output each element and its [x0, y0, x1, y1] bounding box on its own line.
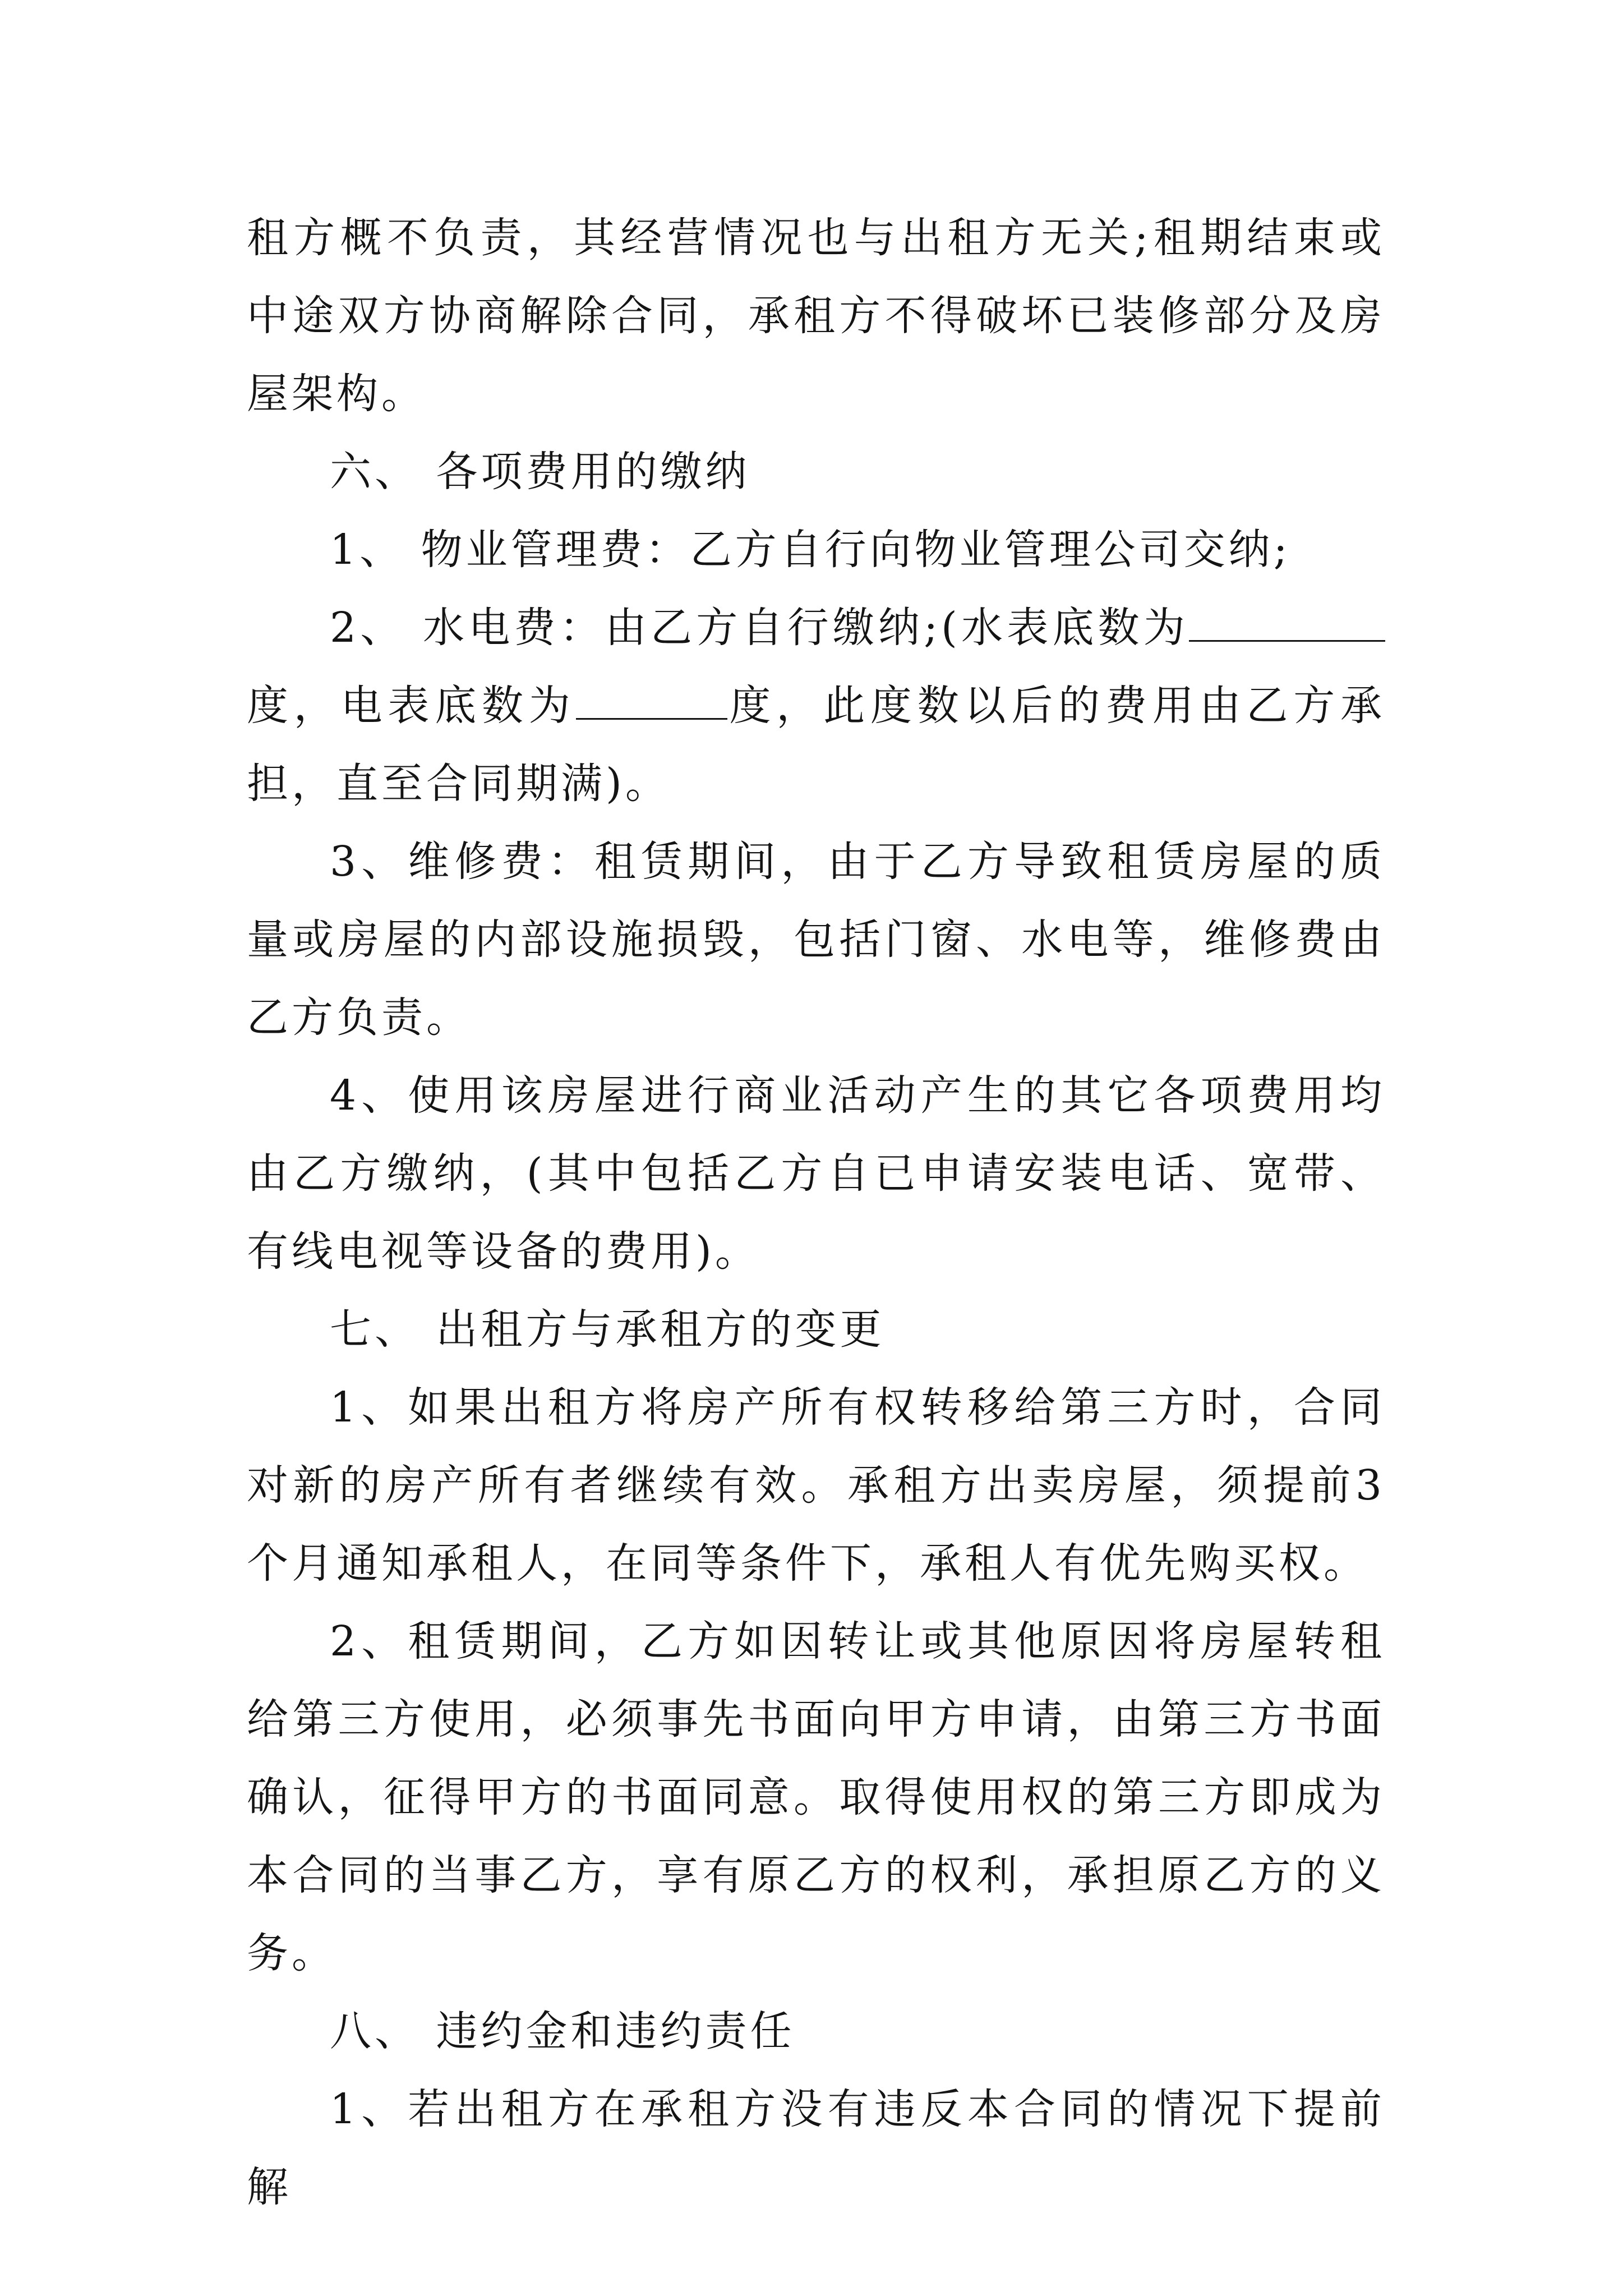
- paragraph-continuation: [247, 199, 1385, 433]
- clause-ownership-transfer: [247, 1369, 1385, 1603]
- heading-text: 六、 各项费用的缴纳: [330, 448, 750, 496]
- section-heading-changes: [247, 1291, 1385, 1369]
- clause-text: 1、 物业管理费：乙方自行向物业管理公司交纳;: [330, 526, 1291, 574]
- section-heading-breach: [247, 1993, 1385, 2070]
- clause-property-fee: [247, 511, 1385, 589]
- clause-utility-fee: [247, 589, 1385, 823]
- clause-text: 3、维修费：租赁期间，由于乙方导致租赁房屋的质量或房屋的内部设施损毁，包括门窗、水电等，维修费由乙方负责。: [247, 838, 1385, 1042]
- document-body: [247, 199, 1385, 2226]
- clause-text: 2、 水电费：由乙方自行缴纳;(水表底数为: [330, 604, 1189, 652]
- heading-text: 七、 出租方与承租方的变更: [330, 1305, 885, 1354]
- clause-text: 1、若出租方在承租方没有违反本合同的情况下提前解: [247, 2085, 1385, 2211]
- clause-text: 2、租赁期间，乙方如因转让或其他原因将房屋转租给第三方使用，必须事先书面向甲方申请，由第三方书面确认，征得甲方的书面同意。取得使用权的第三方即成为本合同的当事乙方，享有原乙方的权利，承担原乙方的义务。: [247, 1617, 1385, 1977]
- water-meter-blank: [1189, 601, 1385, 642]
- clause-other-fees: [247, 1057, 1385, 1291]
- electric-meter-blank: [576, 679, 727, 720]
- heading-text: 八、 违约金和违约责任: [330, 2007, 795, 2055]
- clause-text: 度，电表底数为: [247, 682, 576, 730]
- clause-maintenance-fee: [247, 823, 1385, 1057]
- clause-text: 度，此度数以后的费用由乙方承担，直至合同期满)。: [247, 682, 1386, 808]
- clause-early-termination: [247, 2070, 1385, 2226]
- clause-text: 1、如果出租方将房产所有权转移给第三方时，合同对新的房产所有者继续有效。承租方出卖房屋，须提前3个月通知承租人，在同等条件下，承租人有优先购买权。: [247, 1383, 1385, 1588]
- section-heading-fees: [247, 433, 1385, 511]
- clause-text: 4、使用该房屋进行商业活动产生的其它各项费用均由乙方缴纳，(其中包括乙方自已申请安装电话、宽带、有线电视等设备的费用)。: [247, 1071, 1385, 1276]
- paragraph-text: 租方概不负责，其经营情况也与出租方无关;租期结束或中途双方协商解除合同，承租方不得破坏已装修部分及房屋架构。: [247, 214, 1385, 418]
- clause-sublease: [247, 1603, 1385, 1993]
